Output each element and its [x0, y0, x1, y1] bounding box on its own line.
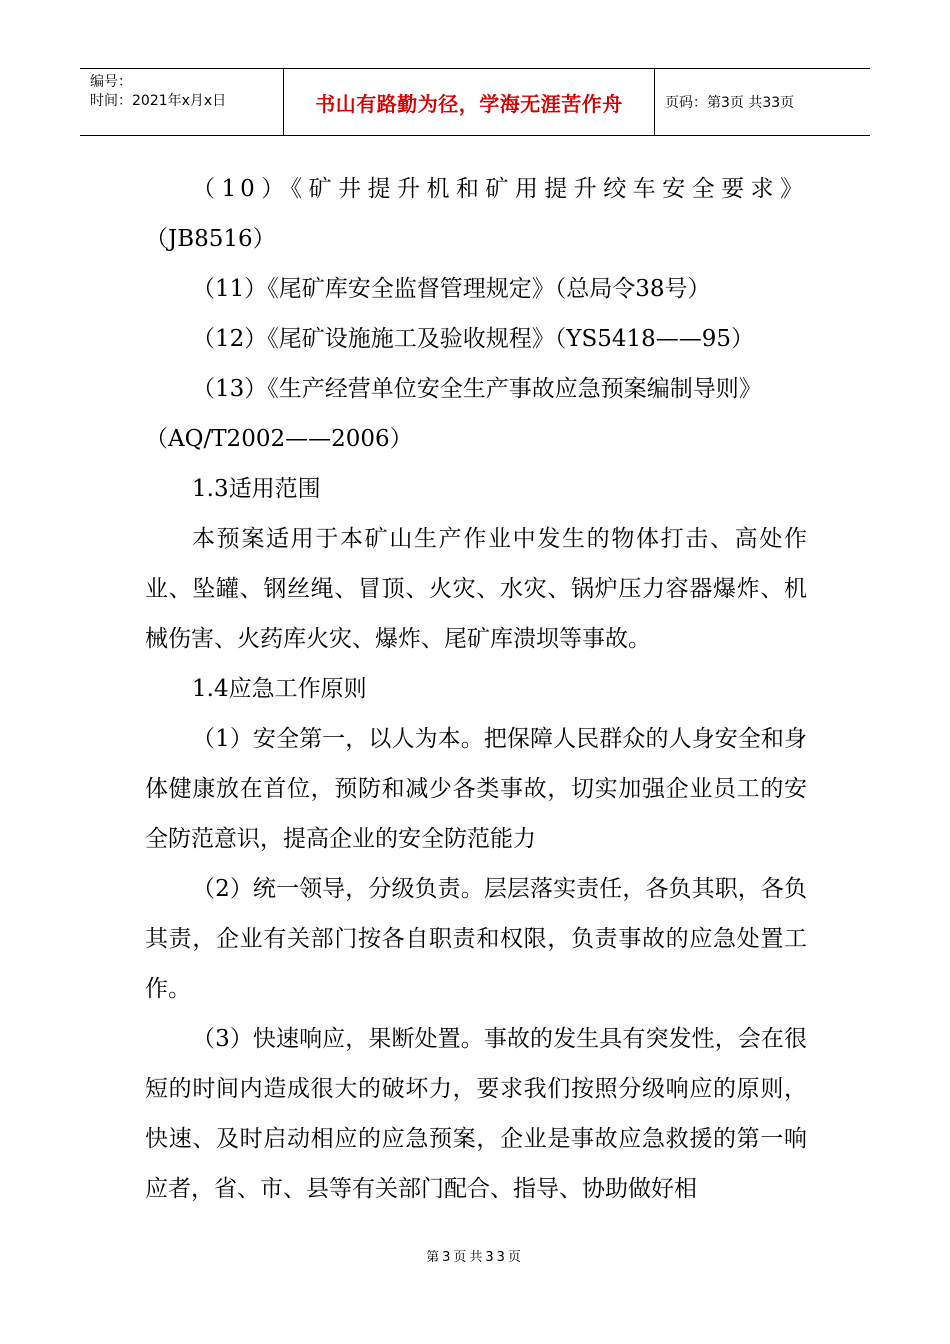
document-date: 时间：2021年x月x日 [90, 93, 227, 109]
header-motto: 书山有路勤为径，学海无涯苦作舟 [283, 69, 655, 135]
section-heading-1-3: 1.3适用范围 [192, 476, 321, 502]
reference-13: （13）《生产经营单位安全生产事故应急预案编制导则》 [192, 376, 762, 402]
principle-1: （1）安全第一，以人为本。把保障人民群众的人身安全和身体健康放在首位，预防和减少各类事故，切实加强企业员工的安全防范意识，提高企业的安全防范能力 [145, 726, 807, 852]
principle-3: （3）快速响应，果断处置。事故的发生具有突发性，会在很短的时间内造成很大的破坏力，要求我们按照分级响应的原则，快速、及时启动相应的应急预案，企业是事故应急救援的第一响应者，省、市、县等有关部门配合、指导、协助做好相 [145, 1026, 807, 1202]
document-number-label: 编号： [90, 74, 132, 90]
page-footer: 第3页共33页 [426, 1250, 524, 1265]
header-page-info: 页码：第3页 共33页 [665, 95, 795, 111]
reference-10: （10）《矿井提升机和矿用提升绞车安全要求》 [192, 176, 807, 202]
reference-11: （11）《尾矿库安全监督管理规定》（总局令38号） [192, 276, 711, 302]
scope-paragraph: 本预案适用于本矿山生产作业中发生的物体打击、高处作业、坠罐、钢丝绳、冒顶、火灾、水灾、锅炉压力容器爆炸、机械伤害、火药库火灾、爆炸、尾矿库溃坝等事故。 [145, 526, 807, 652]
document-body [145, 164, 807, 1214]
principle-2: （2）统一领导，分级负责。层层落实责任，各负其职，各负其责，企业有关部门按各自职责和权限，负责事故的应急处置工作。 [145, 876, 807, 1002]
header-info [80, 69, 283, 135]
reference-12: （12）《尾矿设施施工及验收规程》（YS5418——95） [192, 326, 755, 352]
section-heading-1-4: 1.4应急工作原则 [192, 676, 367, 702]
page-header [80, 68, 870, 136]
reference-13-code: （AQ/T2002——2006） [145, 426, 413, 452]
reference-10-code: （JB8516） [145, 226, 276, 252]
